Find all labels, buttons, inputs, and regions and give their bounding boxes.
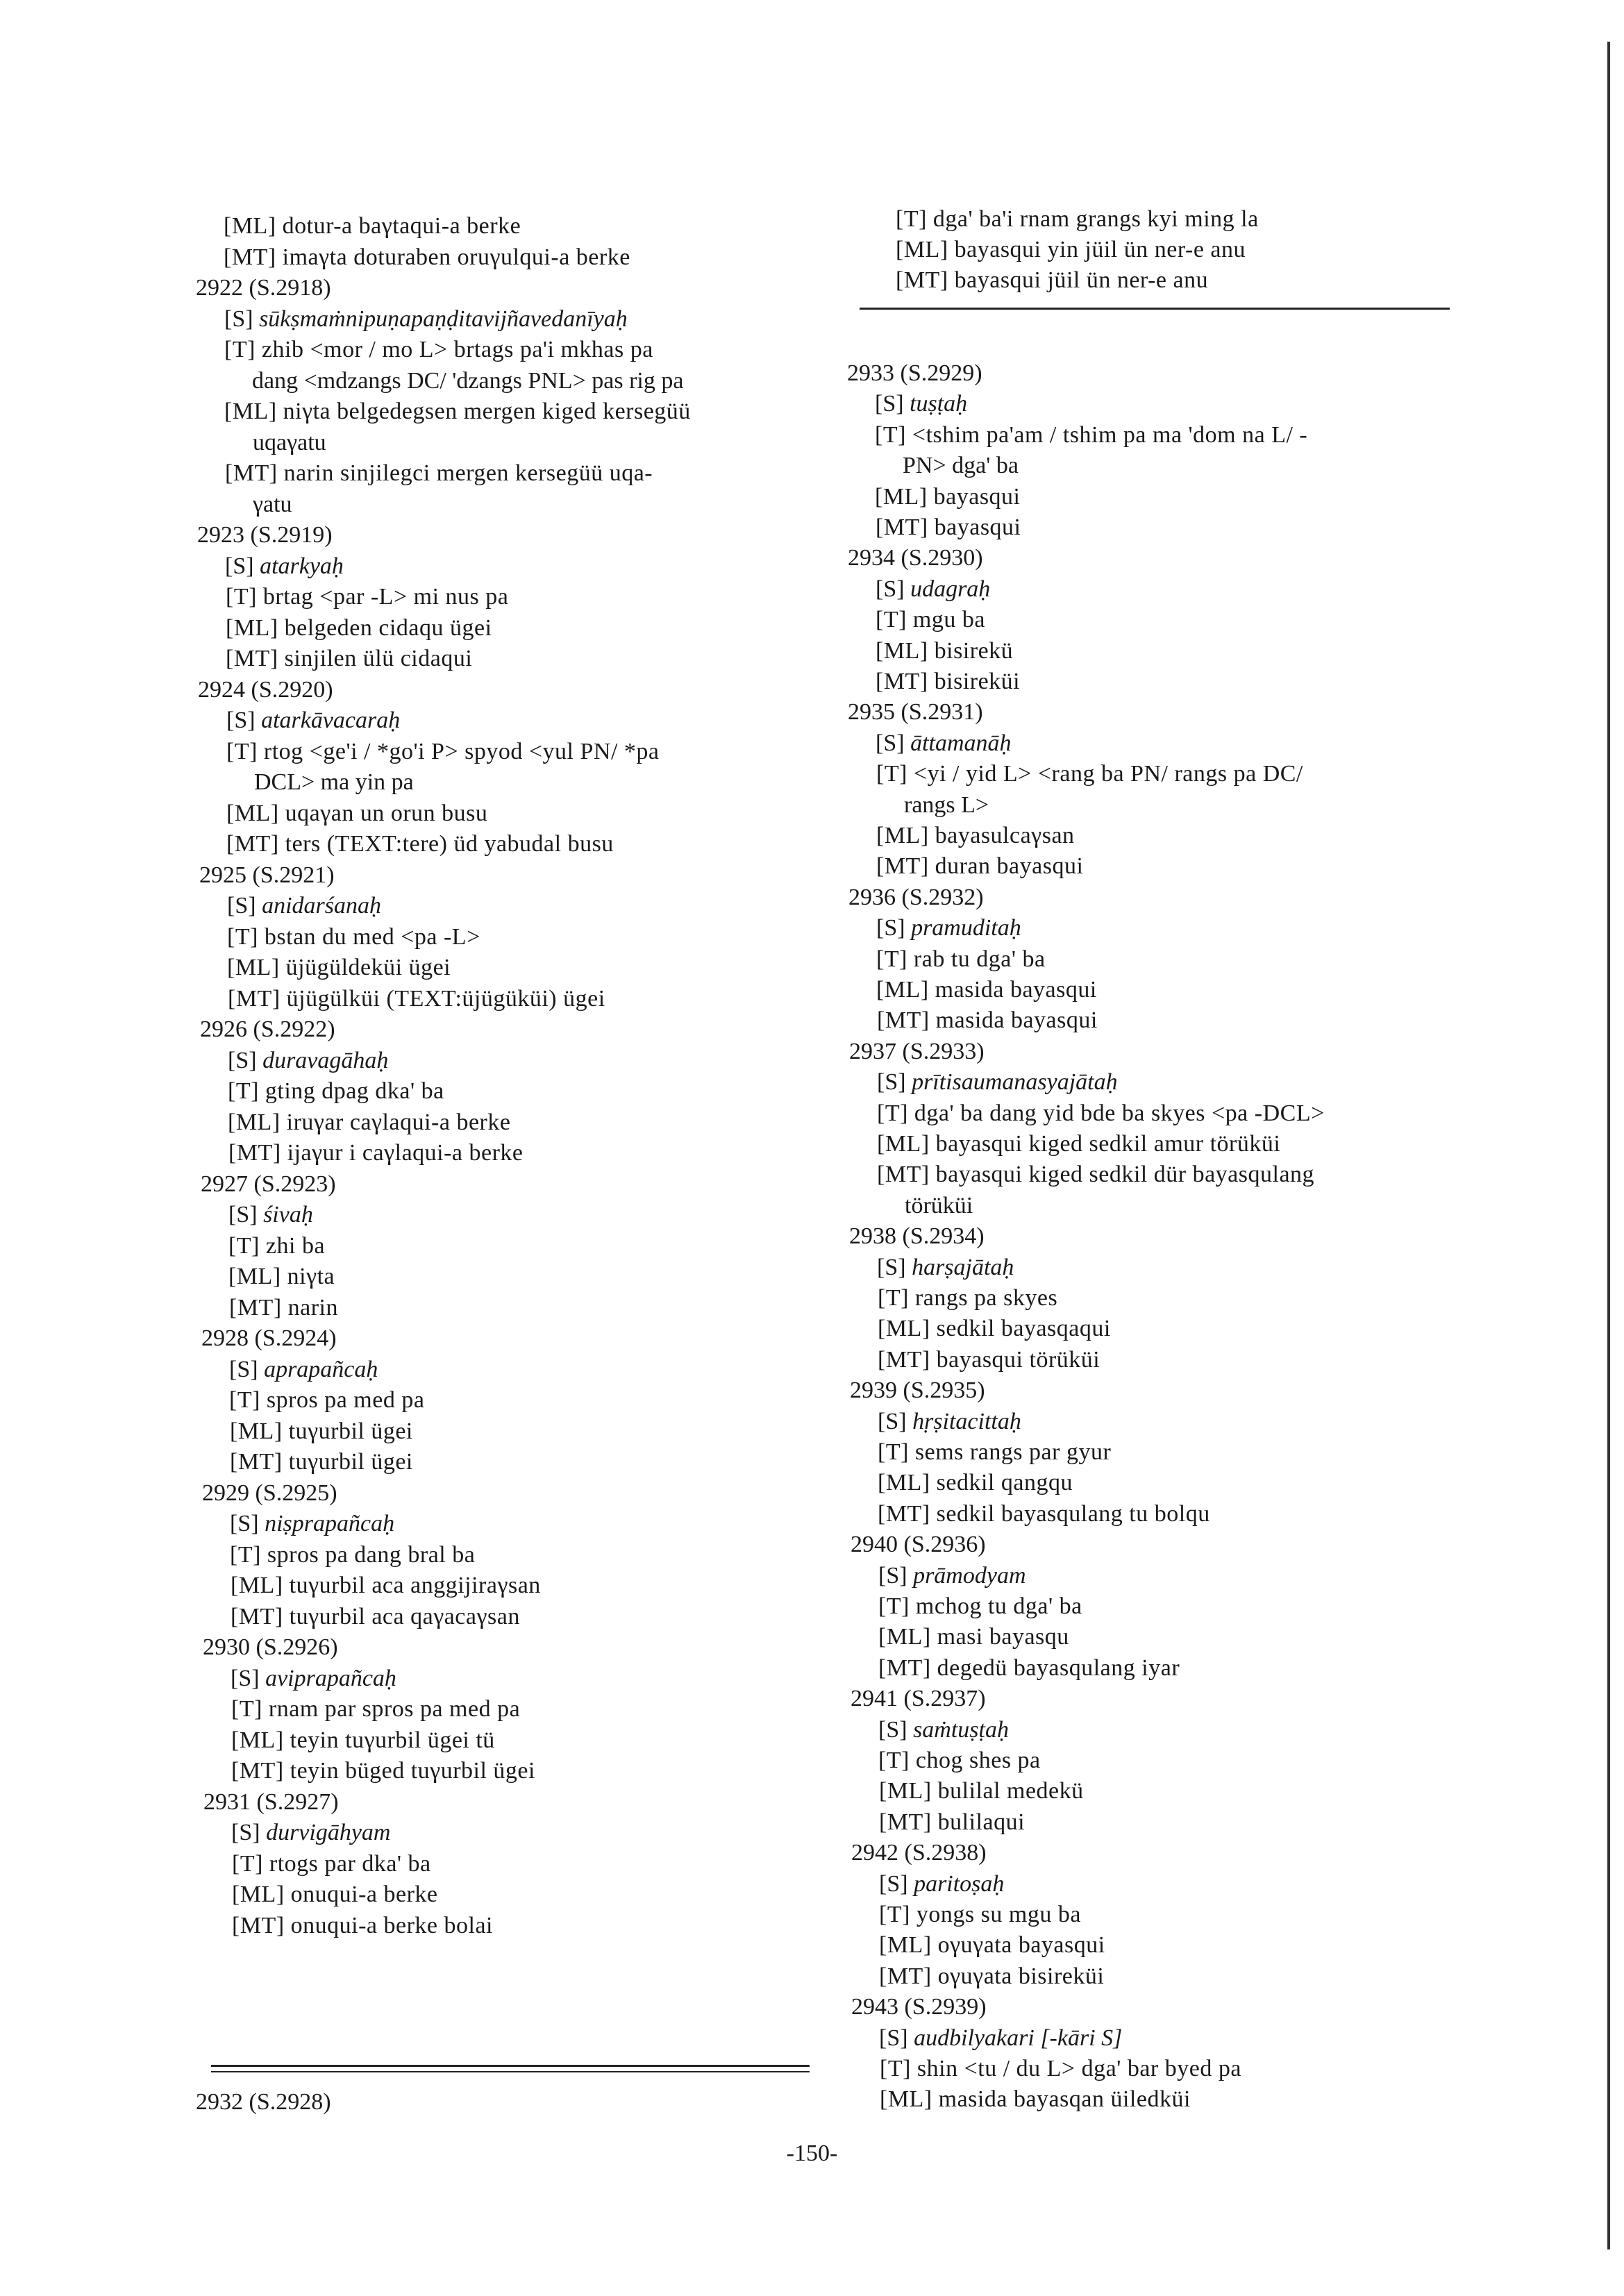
right-col-line-sanskrit — [878, 1562, 1026, 1590]
sanskrit-term: atarkyaḥ — [260, 553, 344, 579]
left-col-line-entry: 2922 (S.2918) — [196, 275, 331, 301]
right-col-line-sanskrit — [878, 1408, 1021, 1436]
sanskrit-term: harṣajātaḥ — [912, 1254, 1014, 1280]
sanskrit-tag: [S] — [878, 1562, 914, 1589]
right-col-line-field: [MT] bayasqui jüil ün ner-e anu — [896, 267, 1209, 293]
right-col-line-field: [ML] sedkil bayasqaqui — [878, 1316, 1111, 1342]
scan-edge-line — [1607, 42, 1610, 2249]
right-col-line-entry: 2935 (S.2931) — [848, 699, 983, 726]
left-col-line-sanskrit — [229, 1356, 378, 1384]
right-col-line-field: [T] <yi / yid L> <rang ba PN/ rangs pa DC/ — [876, 761, 1303, 787]
left-col-line-sanskrit — [228, 1047, 388, 1075]
left-footer-divider-top — [211, 2065, 810, 2067]
sanskrit-term: hṛṣitacittaḥ — [912, 1408, 1021, 1434]
right-col-line-sanskrit — [879, 2025, 1122, 2052]
right-col-line-field: [ML] bayasqui — [875, 483, 1021, 510]
left-col-line-entry: 2926 (S.2922) — [200, 1016, 335, 1042]
right-col-line-field: [MT] bulilaqui — [879, 1809, 1026, 1835]
left-col-line-field: [MT] teyin büged tuγurbil ügei — [231, 1758, 535, 1784]
sanskrit-term: sūkṣmaṁnipuṇapaṇḍitavijñavedanīyaḥ — [259, 305, 628, 332]
right-col-line-entry: 2937 (S.2933) — [849, 1038, 985, 1064]
sanskrit-term: pramuditaḥ — [911, 915, 1021, 941]
sanskrit-tag: [S] — [879, 1870, 914, 1897]
right-col-line-field: [MT] duran bayasqui — [876, 853, 1084, 880]
sanskrit-tag: [S] — [224, 305, 260, 332]
right-col-line-field: [ML] bulilal medekü — [879, 1778, 1084, 1804]
right-col-line-field: [MT] bayasqui kiged sedkil dür bayasqulang — [877, 1162, 1315, 1188]
left-col-line-sanskrit — [224, 305, 628, 333]
left-col-line-field: [ML] tuγurbil ügei — [230, 1418, 413, 1444]
sanskrit-tag: [S] — [876, 576, 911, 602]
sanskrit-term: niṣprapañcaḥ — [265, 1511, 395, 1536]
sanskrit-tag: [S] — [228, 1202, 264, 1227]
left-col-line-field: [T] rtogs par dka' ba — [232, 1850, 431, 1877]
right-col-line-field: [ML] sedkil qangqu — [878, 1470, 1073, 1496]
right-col-line-field: [T] rab tu dga' ba — [876, 946, 1046, 972]
sanskrit-tag: [S] — [879, 2025, 914, 2051]
sanskrit-tag: [S] — [225, 553, 260, 579]
sanskrit-tag: [S] — [878, 1716, 914, 1743]
left-col-line-field: [MT] ters (TEXT:tere) üd yabudal busu — [226, 831, 614, 857]
left-col-line-sanskrit — [227, 892, 381, 920]
left-col-line-field: [T] gting dpag dka' ba — [228, 1078, 444, 1104]
right-col-line-sanskrit — [877, 1069, 1118, 1096]
left-footer-entry: 2932 (S.2928) — [196, 2089, 331, 2115]
right-col-line-field: [MT] bayasqui törüküi — [878, 1346, 1100, 1373]
left-col-line-entry: 2925 (S.2921) — [199, 862, 335, 888]
left-col-line-field: [T] brtag <par -L> mi nus pa — [226, 584, 509, 610]
left-col-line-field: [T] spros pa med pa — [229, 1387, 425, 1413]
left-col-line-field: [MT] onuqui-a berke bolai — [232, 1912, 493, 1938]
right-col-line-field: [T] yongs su mgu ba — [879, 1902, 1081, 1927]
right-col-line-cont: PN> dga' ba — [903, 453, 1019, 479]
right-col-line-field: [T] dga' ba dang yid bde ba skyes <pa -DCL> — [877, 1100, 1325, 1126]
right-col-line-sanskrit — [879, 1870, 1004, 1898]
left-col-line-sanskrit — [231, 1665, 396, 1693]
sanskrit-term: atarkāvacaraḥ — [261, 707, 401, 733]
left-col-line-sanskrit — [226, 707, 400, 735]
right-col-line-entry: 2941 (S.2937) — [851, 1686, 986, 1712]
left-col-line-field: [ML] iruγar caγlaqui-a berke — [228, 1109, 511, 1135]
right-col-line-sanskrit — [876, 576, 990, 603]
left-col-line-cont: DCL> ma yin pa — [254, 769, 414, 795]
sanskrit-term: durvigāhyam — [266, 1820, 391, 1845]
left-col-line-sanskrit — [231, 1819, 390, 1847]
sanskrit-term: prītisaumanasyajātaḥ — [912, 1069, 1118, 1096]
right-col-line-field: [ML] bayasulcaγsan — [876, 823, 1075, 848]
left-col-line-entry: 2930 (S.2926) — [203, 1634, 338, 1660]
left-col-line-cont: γatu — [253, 491, 292, 517]
sanskrit-term: āttamanāḥ — [910, 730, 1012, 756]
right-col-line-entry: 2938 (S.2934) — [849, 1223, 985, 1250]
sanskrit-tag: [S] — [227, 893, 262, 919]
sanskrit-tag: [S] — [231, 1820, 267, 1845]
right-col-line-entry: 2936 (S.2932) — [848, 884, 984, 910]
left-col-line-field: [T] rtog <ge'i / *go'i P> spyod <yul PN/ *pa — [226, 738, 660, 764]
right-col-line-field: [ML] bayasqui kiged sedkil amur törüküi — [877, 1131, 1281, 1157]
left-col-line-field: [T] bstan du med <pa -L> — [227, 923, 480, 950]
sanskrit-tag: [S] — [877, 1069, 912, 1096]
sanskrit-term: aprapañcaḥ — [264, 1356, 378, 1382]
sanskrit-term: udagraḥ — [910, 576, 991, 602]
right-col-line-field: [MT] bayasqui — [876, 514, 1021, 540]
sanskrit-tag: [S] — [876, 730, 911, 756]
right-col-line-entry: 2934 (S.2930) — [848, 545, 983, 571]
right-col-line-field: [T] mgu ba — [876, 607, 985, 633]
sanskrit-term: duravagāhaḥ — [262, 1047, 389, 1073]
right-col-line-field: [T] sems rangs par gyur — [878, 1439, 1112, 1465]
left-footer-divider-bottom — [211, 2071, 810, 2072]
right-col-line-field: [ML] masida bayasqan üiledküi — [880, 2086, 1191, 2113]
left-col-line-entry: 2923 (S.2919) — [197, 522, 333, 548]
sanskrit-tag: [S] — [226, 707, 262, 733]
sanskrit-term: paritoṣaḥ — [914, 1870, 1005, 1897]
right-col-line-sanskrit — [876, 914, 1021, 942]
left-col-line-sanskrit — [225, 553, 344, 580]
right-col-line-field: [MT] oγuγata bisireküi — [879, 1963, 1105, 1989]
sanskrit-term: saṁtuṣṭaḥ — [913, 1716, 1009, 1743]
left-col-line-field: [ML] belgeden cidaqu ügei — [226, 614, 492, 641]
right-col-line-sanskrit — [878, 1716, 1009, 1744]
right-col-line-sanskrit — [876, 730, 1012, 757]
sanskrit-tag: [S] — [228, 1047, 263, 1073]
left-col-line-field: [MT] narin — [229, 1294, 339, 1321]
left-col-line-field: [MT] ijaγur i caγlaqui-a berke — [228, 1140, 524, 1166]
right-col-line-field: [T] mchog tu dga' ba — [878, 1593, 1082, 1619]
right-col-line-entry: 2940 (S.2936) — [851, 1532, 986, 1558]
right-col-line-field: [ML] masida bayasqui — [876, 977, 1097, 1003]
sanskrit-tag: [S] — [231, 1665, 266, 1691]
right-col-line-field: [ML] bisirekü — [876, 637, 1014, 664]
right-col-line-field: [T] <tshim pa'am / tshim pa ma 'dom na L/ - — [875, 421, 1308, 448]
right-top-divider — [860, 308, 1450, 310]
right-col-line-field: [ML] oγuγata bayasqui — [879, 1932, 1105, 1959]
left-col-line-field: [T] zhib <mor / mo L> brtags pa'i mkhas pa — [224, 337, 653, 362]
sanskrit-tag: [S] — [230, 1511, 265, 1536]
left-col-line-cont: dang <mdzangs DC/ 'dzangs PNL> pas rig pa — [252, 367, 684, 394]
left-col-line-field: [ML] uqaγan un orun busu — [226, 800, 488, 826]
right-col-line-field: [ML] masi bayasqu — [878, 1624, 1069, 1650]
right-col-line-field: [MT] sedkil bayasqulang tu bolqu — [878, 1500, 1210, 1527]
left-col-line-field: [ML] tuγurbil aca anggijiraγsan — [231, 1573, 541, 1598]
left-col-line-sanskrit — [228, 1201, 313, 1229]
right-col-line-cont: törüküi — [905, 1192, 973, 1218]
sanskrit-tag: [S] — [229, 1356, 265, 1382]
left-col-line-field: [ML] onuqui-a berke — [232, 1882, 438, 1907]
right-col-line-field: [T] chog shes pa — [878, 1748, 1041, 1773]
left-col-line-entry: 2931 (S.2927) — [203, 1788, 339, 1815]
left-col-line-field: [MT] tuγurbil aca qaγacaγsan — [231, 1603, 520, 1629]
left-col-line-sanskrit — [230, 1510, 394, 1538]
left-col-line-entry: 2928 (S.2924) — [201, 1325, 337, 1351]
right-col-line-field: [MT] degedü bayasqulang iyar — [878, 1654, 1180, 1681]
right-col-line-entry: 2939 (S.2935) — [850, 1377, 985, 1404]
right-col-line-field: [T] rangs pa skyes — [878, 1285, 1058, 1311]
right-col-line-field: [T] dga' ba'i rnam grangs kyi ming la — [896, 206, 1259, 232]
sanskrit-term: prāmodyam — [913, 1562, 1026, 1589]
sanskrit-term: tuṣṭaḥ — [910, 391, 968, 417]
sanskrit-tag: [S] — [876, 915, 912, 941]
left-col-line-field: [MT] üjügülküi (TEXT:üjügüküi) ügei — [228, 985, 605, 1012]
sanskrit-term: anidarśanaḥ — [262, 893, 381, 919]
left-col-line-field: [ML] dotur-a baγtaqui-a berke — [224, 213, 521, 239]
left-col-line-field: [T] spros pa dang bral ba — [230, 1541, 476, 1568]
right-col-line-entry: 2933 (S.2929) — [847, 360, 982, 386]
sanskrit-term: audbilyakari [-kāri S] — [914, 2025, 1123, 2051]
right-col-line-field: [ML] bayasqui yin jüil ün ner-e anu — [896, 237, 1246, 262]
left-col-line-field: [ML] niγta — [228, 1264, 335, 1289]
left-col-line-entry: 2927 (S.2923) — [201, 1171, 336, 1197]
left-col-line-field: [T] zhi ba — [228, 1232, 326, 1259]
right-col-line-entry: 2943 (S.2939) — [851, 1994, 987, 2020]
right-col-line-entry: 2942 (S.2938) — [851, 1840, 987, 1866]
right-col-line-field: [MT] bisireküi — [876, 669, 1021, 694]
left-col-line-cont: uqaγatu — [253, 429, 326, 455]
left-col-line-field: [T] rnam par spros pa med pa — [231, 1696, 521, 1722]
left-col-line-entry: 2924 (S.2920) — [198, 676, 333, 703]
left-col-line-field: [MT] sinjilen ülü cidaqui — [226, 646, 473, 671]
left-col-line-field: [MT] tuγurbil ügei — [230, 1449, 413, 1475]
left-col-line-field: [ML] üjügüldeküi ügei — [227, 955, 451, 980]
sanskrit-tag: [S] — [875, 391, 910, 417]
page-number: -150- — [786, 2140, 838, 2166]
sanskrit-tag: [S] — [878, 1408, 913, 1434]
left-col-line-field: [ML] niγta belgedegsen mergen kiged kersegüü — [224, 399, 691, 424]
right-col-line-sanskrit — [877, 1254, 1014, 1282]
left-col-line-field: [MT] imaγta doturaben oruγulqui-a berke — [224, 244, 630, 270]
left-col-line-field: [MT] narin sinjilegci mergen kersegüü uqa- — [225, 460, 653, 486]
right-col-line-sanskrit — [875, 390, 967, 418]
right-col-line-field: [T] shin <tu / du L> dga' bar byed pa — [880, 2056, 1241, 2081]
left-col-line-entry: 2929 (S.2925) — [202, 1480, 337, 1506]
sanskrit-tag: [S] — [877, 1254, 912, 1280]
sanskrit-term: aviprapañcaḥ — [265, 1665, 396, 1691]
right-col-line-field: [MT] masida bayasqui — [877, 1007, 1098, 1034]
left-col-line-field: [ML] teyin tuγurbil ügei tü — [231, 1727, 495, 1753]
sanskrit-term: śivaḥ — [263, 1202, 313, 1227]
right-col-line-cont: rangs L> — [904, 791, 989, 818]
